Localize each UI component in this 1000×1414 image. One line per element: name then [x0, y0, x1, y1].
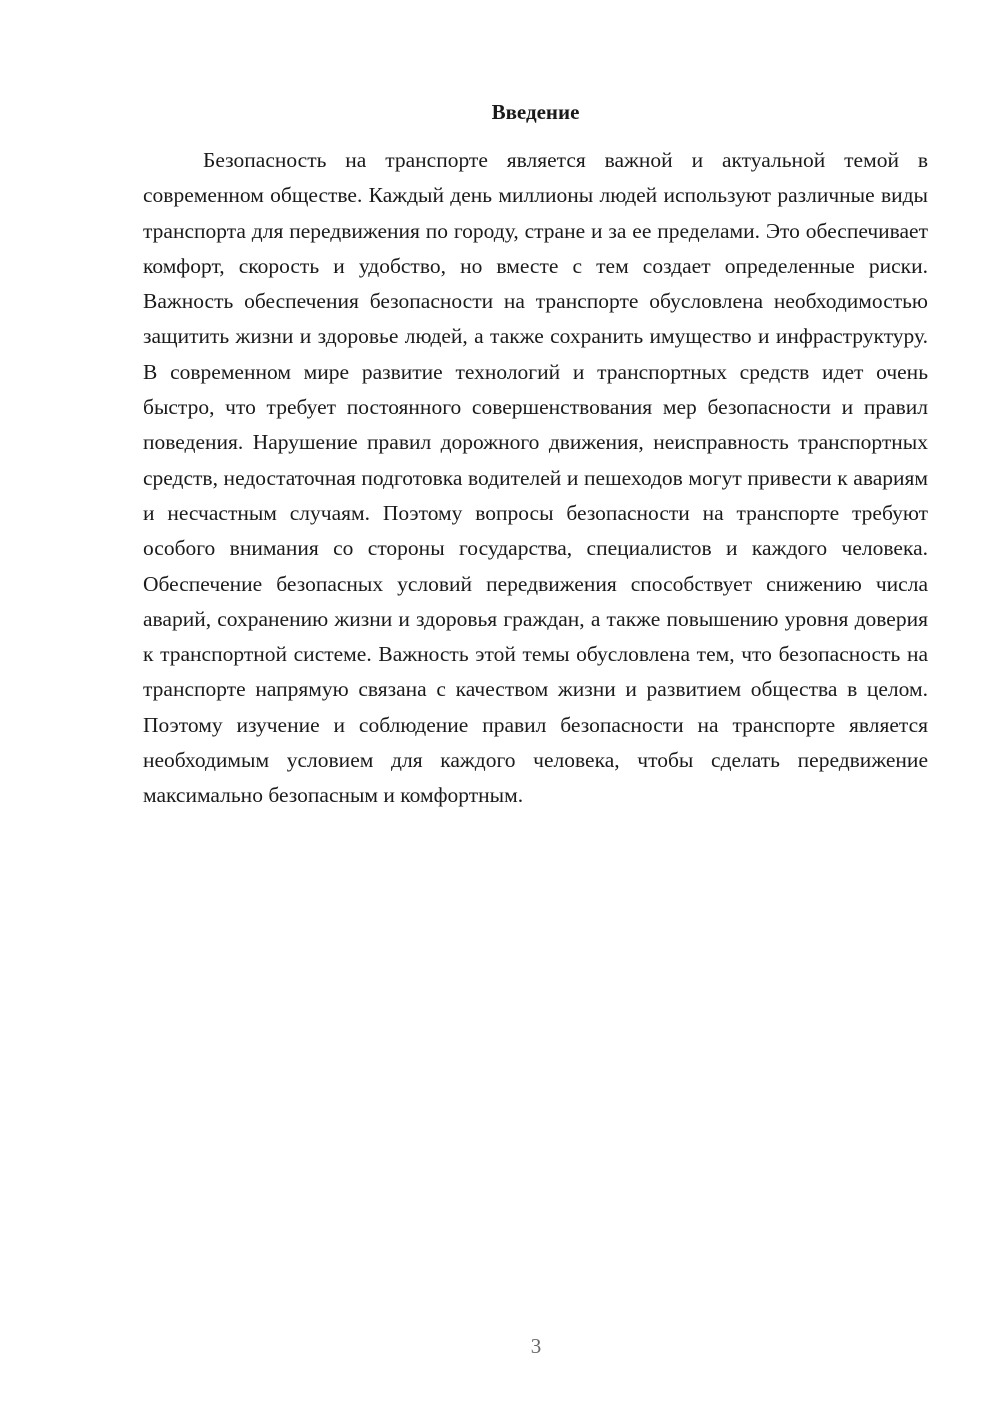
body-paragraph: Безопасность на транспорте является важной и актуальной темой в современном обществе. Каждый день миллионы людей используют различные виды транспорта для передвижения по городу, стране и за ее пределами. Это обеспечивает комфорт, скорость и удобство, но вместе с тем создает определенные риски. Важность обеспечения безопасности на транспорте обусловлена необходимостью защитить жизни и здоровье людей, а также сохранить имущество и инфраструктуру. В современном мире развитие технологий и транспортных средств идет очень быстро, что требует постоянного совершенствования мер безопасности и правил поведения. Нарушение правил дорожного движения, неисправность транспортных средств, недостаточная подготовка водителей и пешеходов могут привести к авариям и несчастным случаям. Поэтому вопросы безопасности на транспорте требуют особого внимания со стороны государства, специалистов и каждого человека. Обеспечение безопасных условий передвижения способствует снижению числа аварий, сохранению жизни и здоровья граждан, а также повышению уровня доверия к транспортной системе. Важность этой темы обусловлена тем, что безопасность на транспорте напрямую связана с качеством жизни и развитием общества в целом. Поэтому изучение и соблюдение правил безопасности на транспорте является необходимым условием для каждого человека, чтобы сделать передвижение максимально безопасным и комфортным. [143, 148, 928, 808]
page-number: 3 [530, 1334, 542, 1358]
section-heading: Введение [491, 100, 580, 124]
